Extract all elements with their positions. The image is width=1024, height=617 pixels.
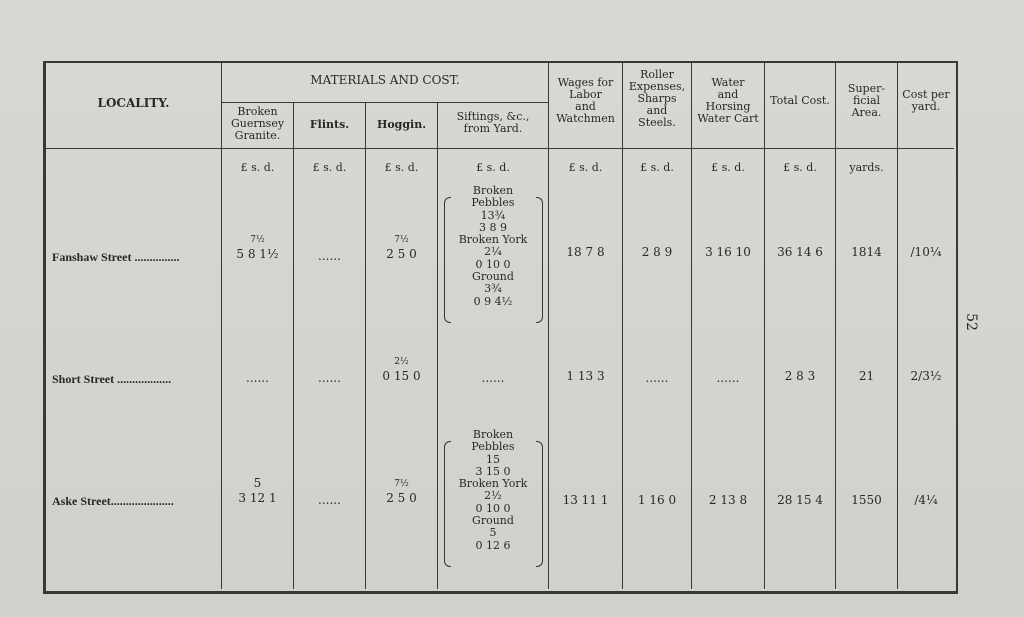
unit-lsd: £ s. d. <box>568 161 603 174</box>
total-header: Total Cost. <box>770 94 830 107</box>
col-divider <box>548 63 549 589</box>
hoggin-header: Hoggin. <box>376 118 427 131</box>
header-rule <box>46 148 954 149</box>
total-cost: 36 14 6 <box>777 245 823 259</box>
granite-header: Broken Guernsey Granite. <box>230 105 285 142</box>
granite-cost: 3 12 1 <box>238 491 277 505</box>
hoggin-cost: 0 15 0 <box>382 369 421 383</box>
per-yard-value: /4¼ <box>914 493 938 507</box>
col-divider <box>437 103 438 589</box>
total-cost: 28 15 4 <box>777 493 823 507</box>
hoggin-qty: 2½ <box>394 357 409 367</box>
page-number: 52 <box>962 313 979 331</box>
col-divider <box>365 103 366 589</box>
wages-header: Wages for Labor and Watchmen <box>556 76 615 125</box>
granite-cost: 5 8 1½ <box>236 247 279 261</box>
wages-cost: 18 7 8 <box>566 245 605 259</box>
water-cost: 3 16 10 <box>705 245 751 259</box>
unit-lsd: £ s. d. <box>476 161 510 174</box>
hoggin-qty: 7½ <box>394 235 409 245</box>
right-brace <box>536 197 543 323</box>
col-divider <box>897 63 898 589</box>
flints-cost: ...... <box>318 249 341 263</box>
col-divider <box>835 63 836 589</box>
hoggin-cost: 2 5 0 <box>386 491 417 505</box>
unit-yards: yards. <box>849 161 884 174</box>
locality-header: LOCALITY. <box>97 96 170 110</box>
col-divider <box>764 63 765 589</box>
water-header: Water and Horsing Water Cart <box>697 76 759 125</box>
unit-lsd: £ s. d. <box>711 161 745 174</box>
roller-header: Roller Expenses, Sharps and Steels. <box>628 68 686 129</box>
granite-qty: 5 <box>253 476 262 490</box>
area-value: 1814 <box>851 245 882 259</box>
siftings-detail: Broken Pebbles 15 3 15 0 Broken York 2½ 0 10 0 Ground 5 0 12 6 <box>458 428 528 552</box>
granite-cost: ...... <box>246 371 269 385</box>
water-cost: 2 13 8 <box>708 493 748 507</box>
siftings-header: Siftings, &c., from Yard. <box>456 110 530 135</box>
area-value: 21 <box>858 369 875 383</box>
wages-cost: 1 13 3 <box>566 369 605 383</box>
per-yard-value: 2/3½ <box>910 369 942 383</box>
unit-lsd: £ s. d. <box>783 161 817 174</box>
roller-cost: ...... <box>645 371 669 385</box>
cost-table <box>43 61 958 594</box>
roller-cost: 2 8 9 <box>641 245 673 259</box>
per-yard-header: Cost per yard. <box>902 88 950 113</box>
water-cost: ...... <box>716 371 740 385</box>
hoggin-qty: 7½ <box>394 479 409 489</box>
unit-lsd: £ s. d. <box>240 161 275 174</box>
siftings-detail: ...... <box>481 371 505 385</box>
unit-lsd: £ s. d. <box>312 161 347 174</box>
col-divider <box>691 63 692 589</box>
col-divider <box>622 63 623 589</box>
area-value: 1550 <box>851 493 882 507</box>
granite-qty: 7½ <box>250 235 265 245</box>
locality-short-street: Short Street .................. <box>52 372 172 386</box>
col-divider <box>293 103 294 589</box>
flints-cost: ...... <box>318 493 341 507</box>
hoggin-cost: 2 5 0 <box>386 247 417 261</box>
locality-fanshaw-street: Fanshaw Street ............... <box>52 250 180 264</box>
siftings-detail: Broken Pebbles 13¾ 3 8 9 Broken York 2¼ 0 10 0 Ground 3¾ 0 9 4½ <box>458 184 528 308</box>
materials-header: MATERIALS AND COST. <box>310 73 460 87</box>
roller-cost: 1 16 0 <box>637 493 677 507</box>
header-rule <box>222 102 548 103</box>
flints-header: Flints. <box>309 118 350 131</box>
unit-lsd: £ s. d. <box>384 161 419 174</box>
locality-aske-street: Aske Street..................... <box>52 494 174 508</box>
per-yard-value: /10¼ <box>910 245 942 259</box>
area-header: Super- ficial Area. <box>847 82 886 119</box>
wages-cost: 13 11 1 <box>562 493 609 507</box>
right-brace <box>536 441 543 567</box>
unit-lsd: £ s. d. <box>640 161 674 174</box>
total-cost: 2 8 3 <box>784 369 816 383</box>
flints-cost: ...... <box>318 371 341 385</box>
